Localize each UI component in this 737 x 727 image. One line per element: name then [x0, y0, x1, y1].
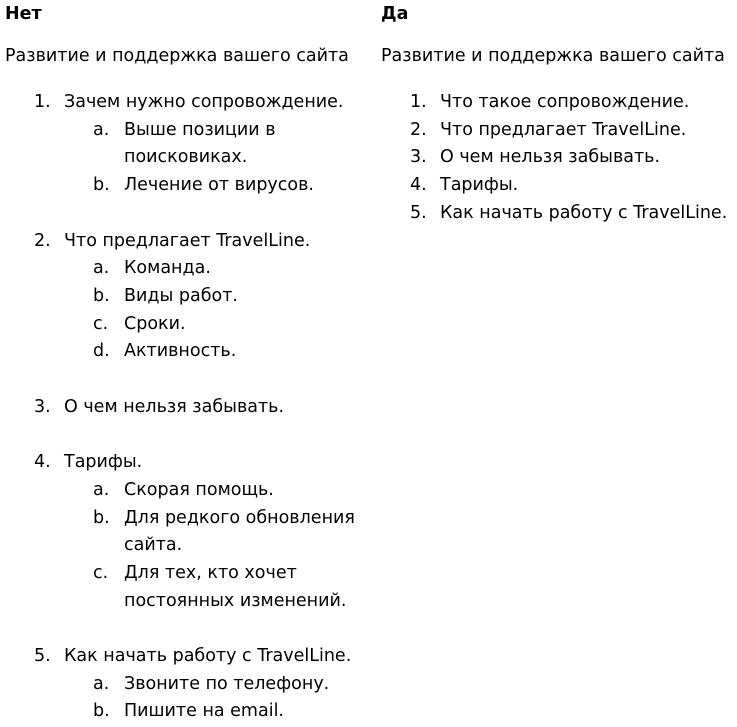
item-number: 5.: [34, 646, 51, 666]
sub-list-item: [5, 671, 364, 699]
item-text: Тарифы.: [440, 175, 519, 196]
sub-item-text: Скорая помощь.: [124, 479, 274, 500]
item-number: 1.: [410, 92, 427, 112]
item-number: 5.: [410, 202, 427, 223]
item-number: 3.: [410, 147, 427, 168]
list-item: [381, 172, 727, 200]
sub-list-item: [5, 172, 364, 200]
sub-item-letter: b.: [93, 175, 110, 196]
sub-list: [5, 117, 364, 200]
sub-list: [5, 671, 364, 726]
sub-list-item: [5, 338, 364, 366]
item-number: 2.: [410, 119, 427, 140]
sub-item-letter: b.: [93, 701, 110, 722]
item-text: Тарифы.: [64, 452, 143, 473]
outline-list: [381, 89, 727, 228]
column-heading: Да: [381, 4, 409, 24]
item-number: 2.: [34, 230, 51, 251]
sub-list: [5, 255, 364, 366]
item-text: Как начать работу с TravelLine.: [440, 202, 728, 223]
item-text: Зачем нужно сопровождение.: [64, 92, 344, 112]
item-text: Что такое сопровождение.: [440, 92, 690, 112]
item-number: 4.: [410, 175, 427, 196]
sub-list-item: [5, 505, 364, 560]
item-text: Как начать работу с TravelLine.: [64, 646, 352, 666]
list-item: [381, 200, 727, 228]
sub-item-text: Лечение от вирусов.: [124, 175, 314, 196]
list-item: [5, 394, 364, 422]
list-item: [5, 643, 364, 726]
sub-list-item: [5, 698, 364, 726]
item-text: О чем нельзя забывать.: [440, 147, 661, 168]
sub-item-letter: b.: [93, 507, 110, 528]
column-subtitle: Развитие и поддержка вашего сайта: [381, 46, 725, 66]
sub-list-item: [5, 560, 364, 615]
column-subtitle: Развитие и поддержка вашего сайта: [5, 46, 349, 66]
item-number: 1.: [34, 92, 51, 112]
list-item: [381, 117, 727, 145]
list-item: [381, 89, 727, 117]
outline-list: [5, 89, 364, 726]
item-text: Что предлагает TravelLine.: [64, 230, 311, 251]
item-number: 3.: [34, 396, 51, 417]
column-heading: Нет: [5, 4, 42, 24]
sub-item-letter: a.: [93, 119, 110, 140]
sub-item-text: Для тех, кто хочет постоянных изменений.: [124, 562, 347, 611]
sub-list-item: [5, 311, 364, 339]
list-item: [5, 449, 364, 615]
item-number: 4.: [34, 452, 51, 473]
sub-item-letter: a.: [93, 258, 110, 279]
sub-item-letter: d.: [93, 341, 110, 362]
sub-item-text: Команда.: [124, 258, 211, 279]
list-item: [5, 89, 364, 200]
sub-item-letter: c.: [93, 313, 109, 334]
sub-item-text: Сроки.: [124, 313, 186, 334]
sub-list-item: [5, 283, 364, 311]
sub-list-item: [5, 117, 364, 172]
sub-list: [5, 477, 364, 616]
sub-item-letter: b.: [93, 285, 110, 306]
sub-item-letter: a.: [93, 673, 110, 694]
sub-list-item: [5, 477, 364, 505]
sub-item-text: Звоните по телефону.: [124, 673, 330, 694]
sub-list-item: [5, 255, 364, 283]
sub-item-text: Пишите на email.: [124, 701, 284, 722]
item-text: Что предлагает TravelLine.: [440, 119, 687, 140]
sub-item-text: Активность.: [124, 341, 237, 362]
sub-item-text: Выше позиции в поисковиках.: [124, 119, 276, 168]
list-item: [381, 144, 727, 172]
sub-item-text: Для редкого обновления сайта.: [124, 507, 355, 556]
sub-item-letter: c.: [93, 562, 109, 583]
sub-item-letter: a.: [93, 479, 110, 500]
list-item: [5, 228, 364, 367]
sub-item-text: Виды работ.: [124, 285, 238, 306]
item-text: О чем нельзя забывать.: [64, 396, 285, 417]
